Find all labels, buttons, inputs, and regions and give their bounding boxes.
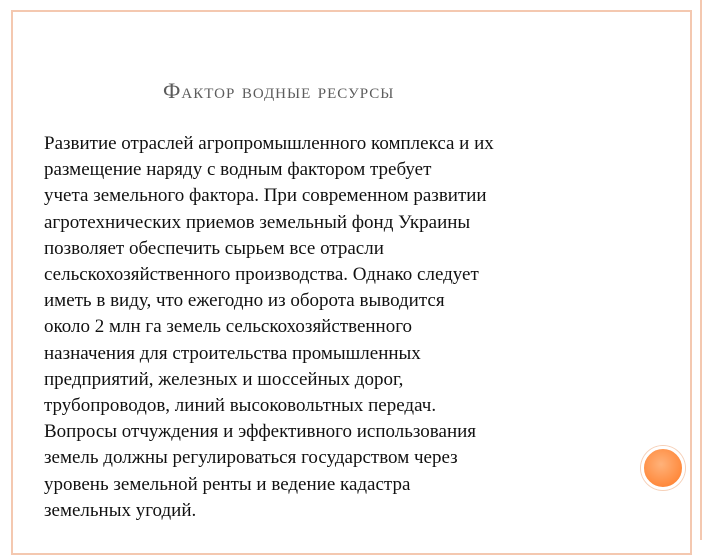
body-line: размещение наряду с водным фактором требует xyxy=(44,159,432,181)
body-line: иметь в виду, что ежегодно из оборота выводится xyxy=(44,290,445,312)
body-line: Вопросы отчуждения и эффективного использования xyxy=(44,421,477,443)
slide-body xyxy=(44,131,644,524)
body-line: уровень земельной ренты и ведение кадастра xyxy=(44,473,411,495)
body-line: агротехнических приемов земельный фонд Украины xyxy=(44,211,471,233)
body-line: земельных угодий. xyxy=(44,499,197,521)
slide-title: Фактор водные ресурсы xyxy=(163,78,395,103)
body-line: назначения для строительства промышленных xyxy=(44,342,421,364)
body-line: Развитие отраслей агропромышленного комплекса и их xyxy=(44,133,494,154)
body-line: предприятий, железных и шоссейных дорог, xyxy=(44,368,404,390)
body-line: позволяет обеспечить сырьем все отрасли xyxy=(44,237,384,259)
body-line: трубопроводов, линий высоковольтных передач. xyxy=(44,395,437,417)
decorative-circle-icon xyxy=(641,446,685,490)
slide-right-rule xyxy=(700,0,702,540)
body-line: около 2 млн га земель сельскохозяйственного xyxy=(44,316,413,338)
body-line: земель должны регулироваться государством через xyxy=(44,447,458,469)
body-line: учета земельного фактора. При современном развитии xyxy=(44,185,487,207)
body-line: сельскохозяйственного производства. Однако следует xyxy=(44,264,479,286)
